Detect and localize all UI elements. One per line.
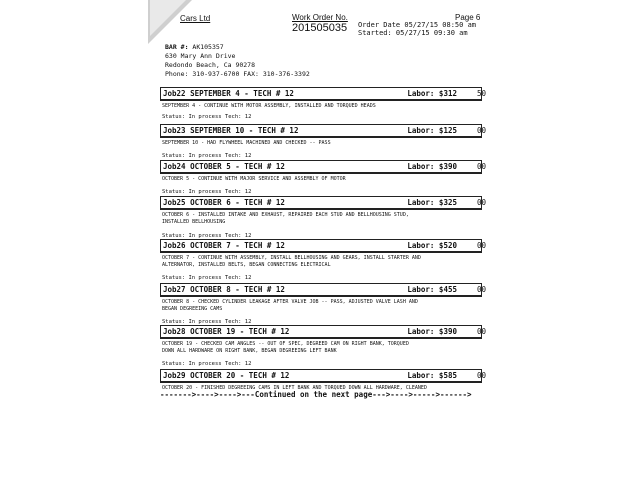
job-status: Status: In process Tech: 12 bbox=[162, 189, 252, 195]
job-block bbox=[160, 160, 487, 196]
job-labor: Labor: $125 bbox=[407, 126, 457, 135]
job-labor-cents: 00 bbox=[477, 162, 487, 171]
job-labor: Labor: $585 bbox=[407, 371, 457, 380]
job-description: SEPTEMBER 10 - HAD FLYWHEEL MACHINED AND CHECKED -- PASS bbox=[162, 140, 331, 146]
job-header bbox=[160, 196, 487, 210]
job-description: OCTOBER 6 - INSTALLED INTAKE AND EXHAUST, REPAIRED EACH STUD AND BELLHOUSING STUD, INSTALLED BELLHOUSING bbox=[162, 212, 409, 225]
job-block bbox=[160, 87, 487, 121]
job-title: Job27 OCTOBER 8 - TECH # 12 bbox=[163, 285, 285, 294]
job-labor: Labor: $455 bbox=[407, 285, 457, 294]
job-labor: Labor: $390 bbox=[407, 327, 457, 336]
customer-block bbox=[165, 43, 310, 79]
job-labor: Labor: $325 bbox=[407, 198, 457, 207]
page-number: Page 6 bbox=[455, 13, 481, 22]
job-labor: Labor: $312 bbox=[407, 89, 457, 98]
job-title: Job26 OCTOBER 7 - TECH # 12 bbox=[163, 241, 285, 250]
job-status: Status: In process Tech: 12 bbox=[162, 233, 252, 239]
job-status: Status: In process Tech: 12 bbox=[162, 275, 252, 281]
work-order-label: Work Order No. bbox=[292, 13, 348, 22]
job-labor-cents: 00 bbox=[477, 126, 487, 135]
job-description: OCTOBER 19 - CHECKED CAM ANGLES -- OUT OF SPEC, DEGREED CAM ON RIGHT BANK, TORQUED DOWN ALL HARDWARE ON RIGHT BANK, BEGAN DEGREEING LEFT BANK bbox=[162, 341, 409, 354]
job-block bbox=[160, 325, 487, 368]
job-header bbox=[160, 239, 487, 253]
job-block bbox=[160, 124, 487, 160]
started-date: Started: 05/27/15 09:30 am bbox=[358, 29, 468, 37]
job-status: Status: In process Tech: 12 bbox=[162, 114, 252, 120]
job-description: OCTOBER 5 - CONTINUE WITH MAJOR SERVICE AND ASSEMBLY OF MOTOR bbox=[162, 176, 346, 182]
continued-footer: ------->---->---->---Continued on the next page--->---->----->------> bbox=[160, 390, 472, 399]
job-description: OCTOBER 7 - CONTINUE WITH ASSEMBLY, INSTALL BELLHOUSING AND GEARS, INSTALL STARTER AND ALTERNATOR, INSTALLED BELTS, BEGAN CONNECTING ELECTRICAL bbox=[162, 255, 421, 268]
work-order-number: 201505035 bbox=[292, 22, 348, 34]
job-description: OCTOBER 20 - FINISHED DEGREEING CAMS IN LEFT BANK AND TORQUED DOWN ALL HARDWARE, CLEANED bbox=[162, 385, 427, 391]
job-status: Status: In process Tech: 12 bbox=[162, 319, 252, 325]
job-title: Job28 OCTOBER 19 - TECH # 12 bbox=[163, 327, 290, 336]
job-description: SEPTEMBER 4 - CONTINUE WITH MOTOR ASSEMBLY, INSTALLED AND TORQUED HEADS bbox=[162, 103, 376, 109]
job-block bbox=[160, 239, 487, 282]
job-title: Job29 OCTOBER 20 - TECH # 12 bbox=[163, 371, 290, 380]
customer-address-line1: 630 Mary Ann Drive bbox=[165, 52, 236, 60]
job-header bbox=[160, 87, 487, 101]
company-name: Cars Ltd bbox=[180, 14, 211, 23]
job-title: Job23 SEPTEMBER 10 - TECH # 12 bbox=[163, 126, 299, 135]
order-date: Order Date 05/27/15 08:50 am bbox=[358, 21, 477, 29]
job-labor-cents: 00 bbox=[477, 198, 487, 207]
job-labor-cents: 50 bbox=[477, 89, 487, 98]
job-description: OCTOBER 8 - CHECKED CYLINDER LEAKAGE AFTER VALVE JOB -- PASS, ADJUSTED VALVE LASH AND BEGAN DEGREEING CAMS bbox=[162, 299, 418, 312]
job-labor-cents: 00 bbox=[477, 371, 487, 380]
bar-label: BAR #: bbox=[165, 43, 189, 51]
job-title: Job22 SEPTEMBER 4 - TECH # 12 bbox=[163, 89, 294, 98]
customer-address-line2: Redondo Beach, Ca 90278 bbox=[165, 61, 256, 69]
job-status: Status: In process Tech: 12 bbox=[162, 153, 252, 159]
job-header bbox=[160, 160, 487, 174]
job-title: Job24 OCTOBER 5 - TECH # 12 bbox=[163, 162, 285, 171]
job-block bbox=[160, 369, 487, 392]
job-labor: Labor: $520 bbox=[407, 241, 457, 250]
job-labor-cents: 00 bbox=[477, 285, 487, 294]
job-header bbox=[160, 369, 487, 383]
job-block bbox=[160, 196, 487, 240]
job-labor-cents: 00 bbox=[477, 241, 487, 250]
job-title: Job25 OCTOBER 6 - TECH # 12 bbox=[163, 198, 285, 207]
job-header bbox=[160, 283, 487, 297]
job-header bbox=[160, 325, 487, 339]
customer-phone: Phone: 310-937-6700 FAX: 310-376-3392 bbox=[165, 70, 310, 78]
job-block bbox=[160, 283, 487, 326]
job-header bbox=[160, 124, 487, 138]
job-labor-cents: 00 bbox=[477, 327, 487, 336]
job-labor: Labor: $390 bbox=[407, 162, 457, 171]
job-status: Status: In process Tech: 12 bbox=[162, 361, 252, 367]
bar-number: AK105357 bbox=[192, 43, 224, 51]
